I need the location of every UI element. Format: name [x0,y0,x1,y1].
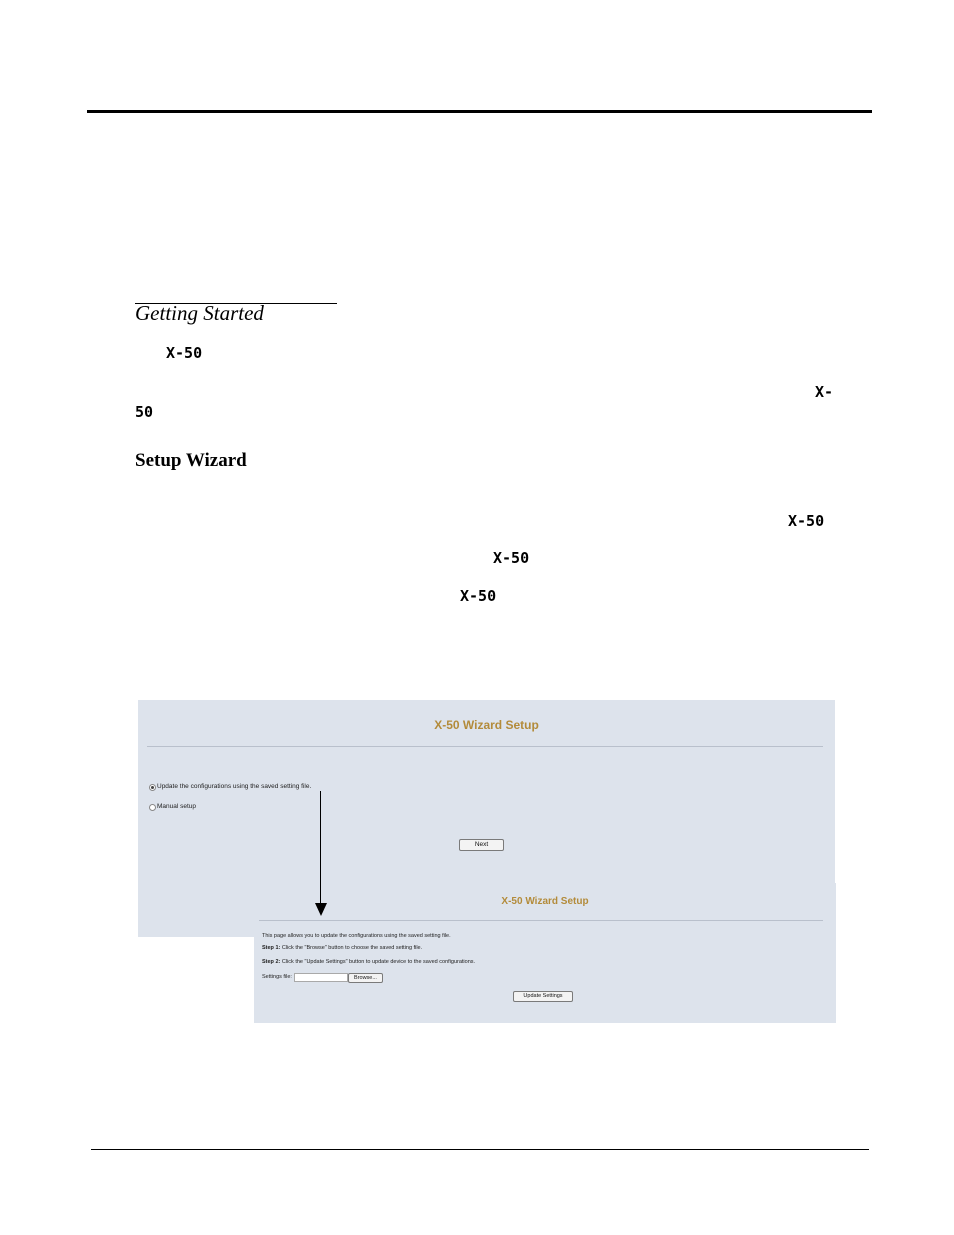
model-name: X-50 [460,587,497,605]
model-name: X-50 [166,344,203,362]
browse-button[interactable]: Browse... [348,973,383,983]
model-name: X-50 [493,549,530,567]
model-name: 50 [135,403,154,421]
model-name: X-50 [788,512,825,530]
wizard-panel-2 [254,883,836,1023]
step-2 [262,959,475,965]
update-settings-button[interactable]: Update Settings [513,991,573,1002]
update-option-radio[interactable] [149,784,156,791]
subheading: Setup Wizard [135,450,247,471]
flow-arrow-line [320,791,321,906]
wizard-title: X-50 Wizard Setup [501,896,589,907]
next-button[interactable]: Next [459,839,504,851]
step-2-text: Click the "Update Settings" button to update device to the saved configurations. [281,959,476,965]
update-option-label[interactable]: Update the configurations using the saved setting file. [157,783,312,790]
settings-file-input[interactable] [294,973,348,982]
manual-setup-radio[interactable] [149,804,156,811]
divider [259,920,823,921]
footer-rule [91,1149,869,1150]
model-name: X- [815,383,834,401]
manual-setup-label[interactable]: Manual setup [157,803,197,810]
step-2-label: Step 2: [262,959,281,965]
step-1-label: Step 1: [262,945,281,951]
intro-text: This page allows you to update the configurations using the saved setting file. [262,933,451,939]
step-1-text: Click the "Browse" button to choose the saved setting file. [281,945,423,951]
section-title: Getting Started [135,301,264,325]
wizard-title: X-50 Wizard Setup [434,718,539,732]
arrow-down-icon [315,903,327,916]
header-rule [87,110,872,113]
divider [147,746,823,747]
step-1 [262,945,422,951]
settings-file-label: Settings file: [262,974,292,980]
